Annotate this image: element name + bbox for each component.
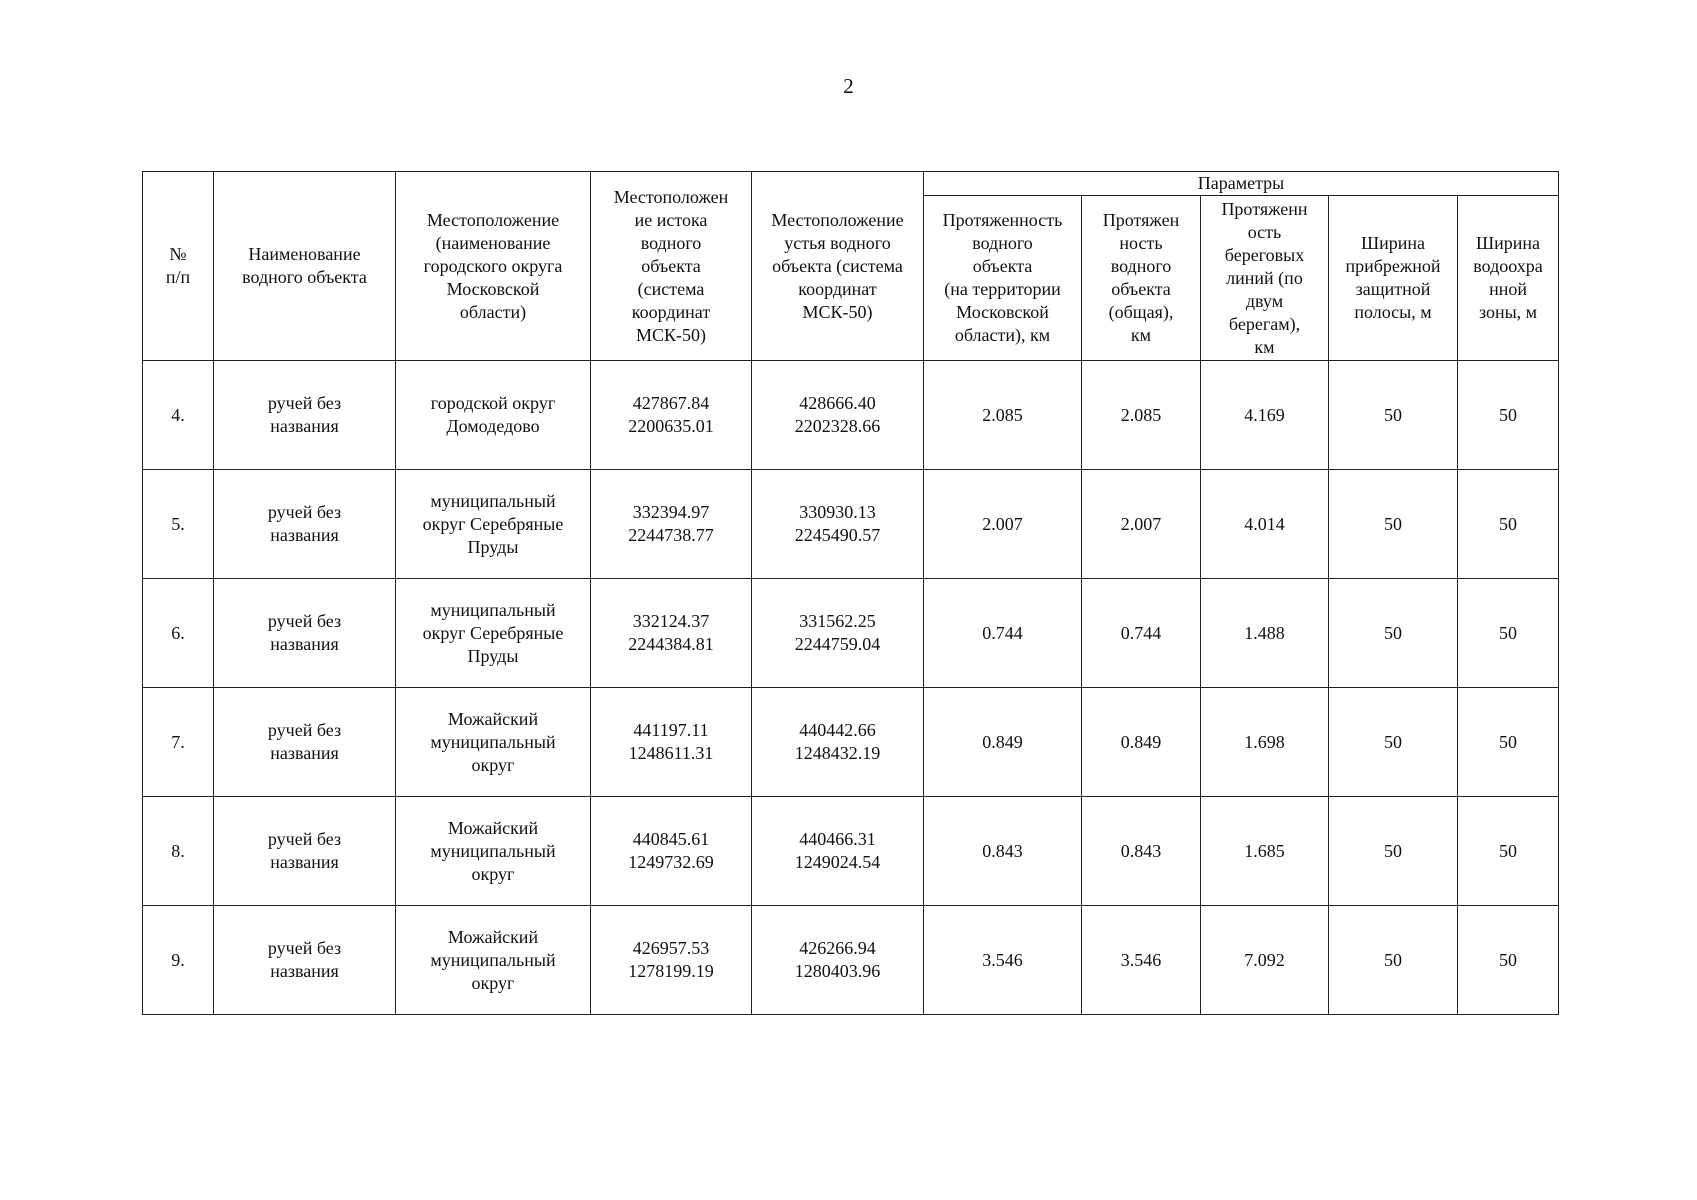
table-row (143, 688, 1559, 797)
row-length-total: 0.843 (1082, 797, 1201, 906)
table-body (143, 361, 1559, 1015)
row-number: 8. (143, 797, 214, 906)
row-coastal-strip: 50 (1329, 470, 1458, 579)
row-location: Можайский муниципальный округ (396, 688, 591, 797)
row-name: ручей без названия (214, 688, 396, 797)
row-location: Можайский муниципальный округ (396, 797, 591, 906)
row-location: муниципальный округ Серебряные Пруды (396, 579, 591, 688)
header-name: Наименование водного объекта (214, 172, 396, 361)
table-row (143, 797, 1559, 906)
row-location: городской округ Домодедово (396, 361, 591, 470)
row-location: муниципальный округ Серебряные Пруды (396, 470, 591, 579)
row-protection-zone: 50 (1458, 797, 1559, 906)
row-length-total: 2.085 (1082, 361, 1201, 470)
row-mouth: 330930.13 2245490.57 (752, 470, 924, 579)
row-location: Можайский муниципальный округ (396, 906, 591, 1015)
header-row-top (143, 172, 1559, 196)
row-shoreline: 1.698 (1201, 688, 1329, 797)
header-length-total: Протяжен ность водного объекта (общая), км (1082, 196, 1201, 361)
row-length-mo: 0.849 (924, 688, 1082, 797)
row-protection-zone: 50 (1458, 688, 1559, 797)
row-shoreline: 7.092 (1201, 906, 1329, 1015)
row-length-total: 3.546 (1082, 906, 1201, 1015)
table-row (143, 906, 1559, 1015)
row-mouth: 428666.40 2202328.66 (752, 361, 924, 470)
header-source: Местоположен ие истока водного объекта (система координат МСК-50) (591, 172, 752, 361)
row-length-mo: 0.843 (924, 797, 1082, 906)
row-name: ручей без названия (214, 470, 396, 579)
row-coastal-strip: 50 (1329, 797, 1458, 906)
row-protection-zone: 50 (1458, 470, 1559, 579)
row-source: 427867.84 2200635.01 (591, 361, 752, 470)
row-shoreline: 4.169 (1201, 361, 1329, 470)
row-shoreline: 4.014 (1201, 470, 1329, 579)
header-protection-zone: Ширина водоохра нной зоны, м (1458, 196, 1559, 361)
row-length-mo: 2.085 (924, 361, 1082, 470)
header-coastal-strip: Ширина прибрежной защитной полосы, м (1329, 196, 1458, 361)
header-parameters: Параметры (924, 172, 1559, 196)
row-source: 426957.53 1278199.19 (591, 906, 752, 1015)
row-mouth: 331562.25 2244759.04 (752, 579, 924, 688)
row-length-mo: 2.007 (924, 470, 1082, 579)
row-coastal-strip: 50 (1329, 688, 1458, 797)
header-location: Местоположение (наименование городского округа Московской области) (396, 172, 591, 361)
row-source: 441197.11 1248611.31 (591, 688, 752, 797)
table-row (143, 579, 1559, 688)
row-source: 332124.37 2244384.81 (591, 579, 752, 688)
row-coastal-strip: 50 (1329, 361, 1458, 470)
row-mouth: 426266.94 1280403.96 (752, 906, 924, 1015)
table-row (143, 470, 1559, 579)
row-name: ручей без названия (214, 797, 396, 906)
page-number: 2 (843, 74, 854, 98)
row-name: ручей без названия (214, 361, 396, 470)
water-objects-table (142, 171, 1559, 1015)
row-protection-zone: 50 (1458, 579, 1559, 688)
row-length-total: 2.007 (1082, 470, 1201, 579)
row-coastal-strip: 50 (1329, 579, 1458, 688)
row-source: 332394.97 2244738.77 (591, 470, 752, 579)
row-protection-zone: 50 (1458, 361, 1559, 470)
row-name: ручей без названия (214, 579, 396, 688)
header-number: № п/п (143, 172, 214, 361)
row-source: 440845.61 1249732.69 (591, 797, 752, 906)
table-header (143, 172, 1559, 361)
row-number: 4. (143, 361, 214, 470)
row-number: 7. (143, 688, 214, 797)
header-length-mo: Протяженность водного объекта (на территории Московской области), км (924, 196, 1082, 361)
row-shoreline: 1.488 (1201, 579, 1329, 688)
row-length-total: 0.849 (1082, 688, 1201, 797)
header-mouth: Местоположение устья водного объекта (система координат МСК-50) (752, 172, 924, 361)
table-row (143, 361, 1559, 470)
row-shoreline: 1.685 (1201, 797, 1329, 906)
row-coastal-strip: 50 (1329, 906, 1458, 1015)
row-number: 6. (143, 579, 214, 688)
row-mouth: 440442.66 1248432.19 (752, 688, 924, 797)
header-shoreline: Протяженн ость береговых линий (по двум берегам), км (1201, 196, 1329, 361)
row-name: ручей без названия (214, 906, 396, 1015)
row-length-mo: 0.744 (924, 579, 1082, 688)
row-length-total: 0.744 (1082, 579, 1201, 688)
row-number: 9. (143, 906, 214, 1015)
row-protection-zone: 50 (1458, 906, 1559, 1015)
row-length-mo: 3.546 (924, 906, 1082, 1015)
row-number: 5. (143, 470, 214, 579)
row-mouth: 440466.31 1249024.54 (752, 797, 924, 906)
